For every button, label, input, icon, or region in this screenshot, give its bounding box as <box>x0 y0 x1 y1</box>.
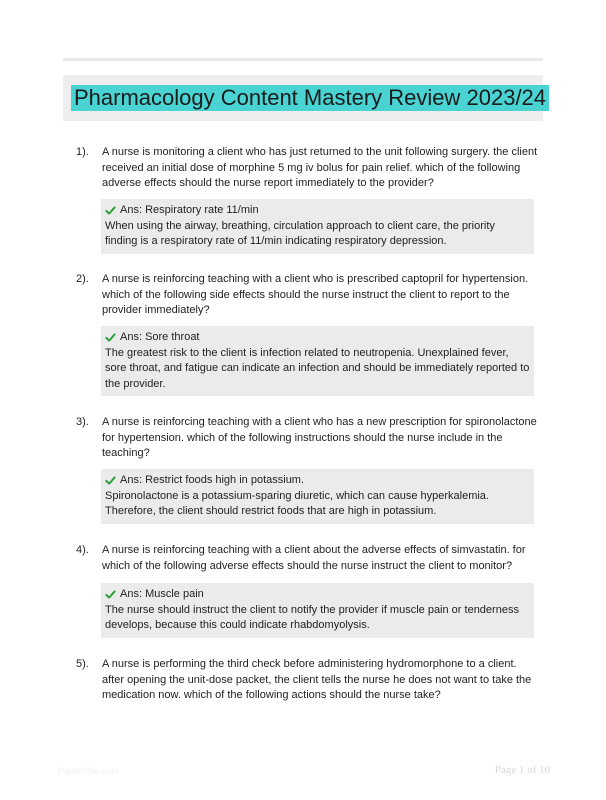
question-number: 3). <box>76 416 89 428</box>
question-number: 1). <box>76 146 89 158</box>
question-text: A nurse is reinforcing teaching with a client who is prescribed captopril for hypertension. which of the following side effects should the nurse instruct the client to report to the provider immediately? <box>102 273 529 316</box>
question-number: 4). <box>76 544 89 556</box>
answer-box <box>101 583 534 638</box>
top-divider <box>63 58 543 61</box>
answer-label: Ans: Sore throat <box>120 331 200 343</box>
answer-explanation: Spironolactone is a potassium-sparing diuretic, which can cause hyperkalemia. Therefore, the client should restrict foods that are high in potassium. <box>105 489 489 517</box>
answer-box <box>101 326 534 396</box>
title-banner <box>63 75 547 121</box>
answer-label: Ans: Muscle pain <box>120 588 204 600</box>
question-text: A nurse is reinforcing teaching with a client about the adverse effects of simvastatin. for which of the following adverse effects should the nurse instruct the client to monitor? <box>102 544 526 572</box>
question-text: A nurse is reinforcing teaching with a client who has a new prescription for spironolactone for hypertension. which of the following instructions should the nurse include in the teaching? <box>102 416 537 459</box>
question-text: A nurse is monitoring a client who has just returned to the unit following surgery. the client received an initial dose of morphine 5 mg iv bolus for pain relief. which of the following adverse effects should the nurse report immediately to the provider? <box>102 146 538 189</box>
page-title: Pharmacology Content Mastery Review 2023/24 <box>71 85 549 111</box>
watermark-text: PaperSfile.com <box>58 766 120 776</box>
answer-box <box>101 469 534 524</box>
answer-label: Ans: Restrict foods high in potassium. <box>120 474 305 486</box>
check-icon <box>105 589 116 600</box>
answer-label: Ans: Respiratory rate 11/min <box>120 204 259 216</box>
question-number: 5). <box>76 658 89 670</box>
check-icon <box>105 475 116 486</box>
check-icon <box>105 332 116 343</box>
answer-explanation: When using the airway, breathing, circulation approach to client care, the priority finding is a respiratory rate of 11/min indicating respiratory depression. <box>105 219 495 247</box>
answer-explanation: The greatest risk to the client is infection related to neutropenia. Unexplained fever, sore throat, and fatigue can indicate an infection and should be immediately reported to the provider. <box>105 346 530 390</box>
question-number: 2). <box>76 273 89 285</box>
answer-box <box>101 199 534 254</box>
question-text: A nurse is performing the third check before administering hydromorphone to a client. after opening the unit-dose packet, the client tells the nurse he does not want to take the medication now. which of the following actions should the nurse take? <box>102 658 532 701</box>
page-indicator: Page 1 of 10 <box>494 764 550 776</box>
check-icon <box>105 205 116 216</box>
answer-explanation: The nurse should instruct the client to notify the provider if muscle pain or tenderness develops, because this could indicate rhabdomyolysis. <box>105 603 519 631</box>
